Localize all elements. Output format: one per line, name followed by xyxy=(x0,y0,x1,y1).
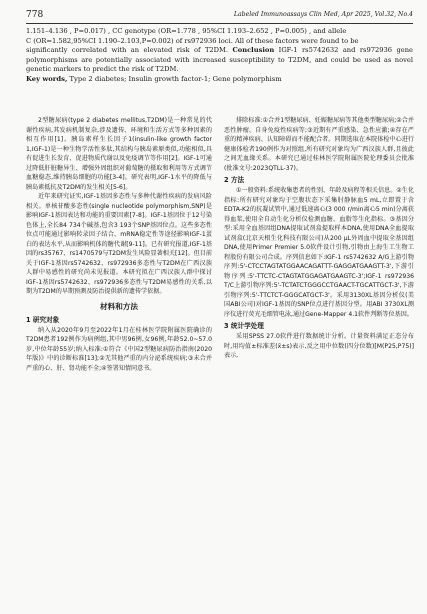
stats-paragraph: 采用SPSS 27.0软件进行数据统计分析。计量资料满足正态分布时,用均值±标准差(x̄±s)表示,反之用中位数(四分位数)[M(P25,P75)]表示, xyxy=(224,333,414,359)
abstract-block xyxy=(26,27,413,85)
subsection-heading: 3 统计学处理 xyxy=(224,322,264,330)
intro-paragraph: 近年来研究证实,IGF-1基因多态性与多种代谢性疾病的发病风险相关。单核苷酸多态性(single nucleotide polymorphism,SNP)是影响IGF-1基因表达和功能的重要因素[7-8]。IGF-1基因位于12号染色体上,全长84 734个碱基,包含3 193个SNP基因位点。这些多态性位点可能通过影响转录因子结合、mRNA稳定性等途径影响IGF-1蛋白的表达水平,从而影响机体的糖代谢[9-11]。已有研究报道,IGF-1基因的rs35767、rs1470579与T2DM发生风险显著相关[12]。但目前关于IGF-1基因rs5742632、rs972936多态性与T2DM在广西汉族人群中易感性的研究尚未见报道。本研究拟在广西汉族人群中探讨IGF-1基因rs5742632、rs972936多态性与T2DM易感性的关系,以期为T2DM的早期预测及防治提供新的遗传学依据。 xyxy=(26,193,212,295)
continued-paragraph: 排除标准:①合并1型糖尿病、妊娠糖尿病等其他类型糖尿病;②合并恶性肿瘤、自身免疫性疾病等;③近期有严重感染、急性应激;④存在严重的精神疾病、认知障碍而不能配合者。同期选取在本院体检中心进行健康体检者190例作为对照组,所有研究对象均为广西汉族人群,且彼此之间无血缘关系。本研究已通过桂林医学院附属医院伦理委员会批准(批准文号:2023QTLL-37)。 xyxy=(224,117,414,172)
abstract-line: C (OR=1.582,95%CI 1.190–2.103,P=0.002) of rs972936 loci. All of these factors were found to be xyxy=(26,36,359,45)
subsection-heading: 2 方法 xyxy=(224,176,245,184)
method-paragraph: ①一般资料:系统收集患者的性别、年龄及病程等相关信息。②生化指标:所有研究对象均于空腹状态下采集肘静脉血5 mL,立即置于含EDTA-K2的抗凝试管中,通过低速离心(3 000 r/min离心5 min)分离获得血浆,使用全自动生化分析仪检测血糖、血脂等生化指标。③基因分型:采用全血基因组DNA提取试剂盒提取样本DNA,使用DNA全血提取试剂盒(北京天根生化科技有限公司)从200 μL外周血中提取全基因组DNA,使用Primer Premier 5.0软件设计引物,引物由上海生工生物工程股份有限公司合成。序列信息如下:IGF-1 rs5742632 A/G上游引物序列:5'-CTCCTAGTATGGAACAGATTT-GAGGATGAAGTT-3',下游引物序列:5'-TTCTC-CTAGTATGGAGATGAAGTC-3';IGF-1 rs972936 T/C上游引物序列:5'-TCTATCTGGGCCTGAACT-TGCATTGCT-3',下游引物序列:5'-TTCTCT-GGGCATGCT-3'。采用3130XL基因分析仪(美国ABI公司)对IGF-1基因的SNP位点进行基因分型。用ABI 3730XL测序仪进行荧光毛细管电泳,通过Gene-Mapper 4.1软件判断等位基因。 xyxy=(224,187,414,318)
left-column xyxy=(26,116,212,373)
keywords-text: Type 2 diabetes; Insulin growth factor-1; Gene polymorphism xyxy=(69,74,282,83)
keywords-label: Key words, xyxy=(26,74,68,83)
right-column xyxy=(224,116,414,361)
subsection-paragraph: 纳入从2020年9月至2022年1月在桂林医学院附属医院确诊的T2DM患者192例作为病例组,其中男96例,女96例,年龄52.0~57.0岁,中位年龄55岁;纳入标准:①符合《中国2型糖尿病防治指南(2020年版)》中的诊断标准[13];②无其他严重的内分泌系统疾病;③未合并严重的心、肝、肾功能不全;④签署知情同意书。 xyxy=(26,326,212,372)
conclusion-label: Conclusion xyxy=(232,46,275,55)
subsection-heading: 1 研究对象 xyxy=(26,315,60,324)
header-rule xyxy=(26,23,413,24)
abstract-line: 1.151–4.136 , P=0.017) , CC genotype (OR=1.778 , 95%CI 1.193–2.652 , P=0.005) , and allele xyxy=(26,27,347,35)
page-number: 778 xyxy=(26,10,44,20)
journal-running-title: Labeled Immunoassays Clin Med, Apr 2025, Vol.32, No.4 xyxy=(233,11,413,18)
abstract-line xyxy=(26,46,413,75)
section-title: 材料和方法 xyxy=(100,301,138,311)
keywords-line xyxy=(26,75,413,85)
page-header xyxy=(26,9,413,21)
conclusion-text: IGF-1 rs5742632 and rs972936 gene polymorphisms are potentially associated with increased susceptibility to T2DM, and could be used as novel genetic markers to predict the risk of T2DM. xyxy=(26,46,413,74)
intro-paragraph: 2型糖尿病(type 2 diabetes mellitus,T2DM)是一种常见的代谢性疾病,其发病机制复杂,涉及遗传、环境和生活方式等多种因素的相互作用[1]。胰岛素样生长因子1(insulin-like growth factor 1,IGF-1)是一种生物学活性多肽,其结构与胰岛素原类似,功能相似,具有促进生长发育、促进物质代谢以及免疫调节等作用[2]。IGF-1可通过降低肝脏糖异生、增强外周组织对葡萄糖的摄取和利用等方式调节血糖稳态,维持胰岛细胞的功能[3-4]。研究表明,IGF-1水平的降低与胰岛素抵抗及T2DM的发生相关[5-6]。 xyxy=(26,117,212,191)
abstract-line-text: significantly correlated with an elevated risk of T2DM. xyxy=(26,46,229,55)
